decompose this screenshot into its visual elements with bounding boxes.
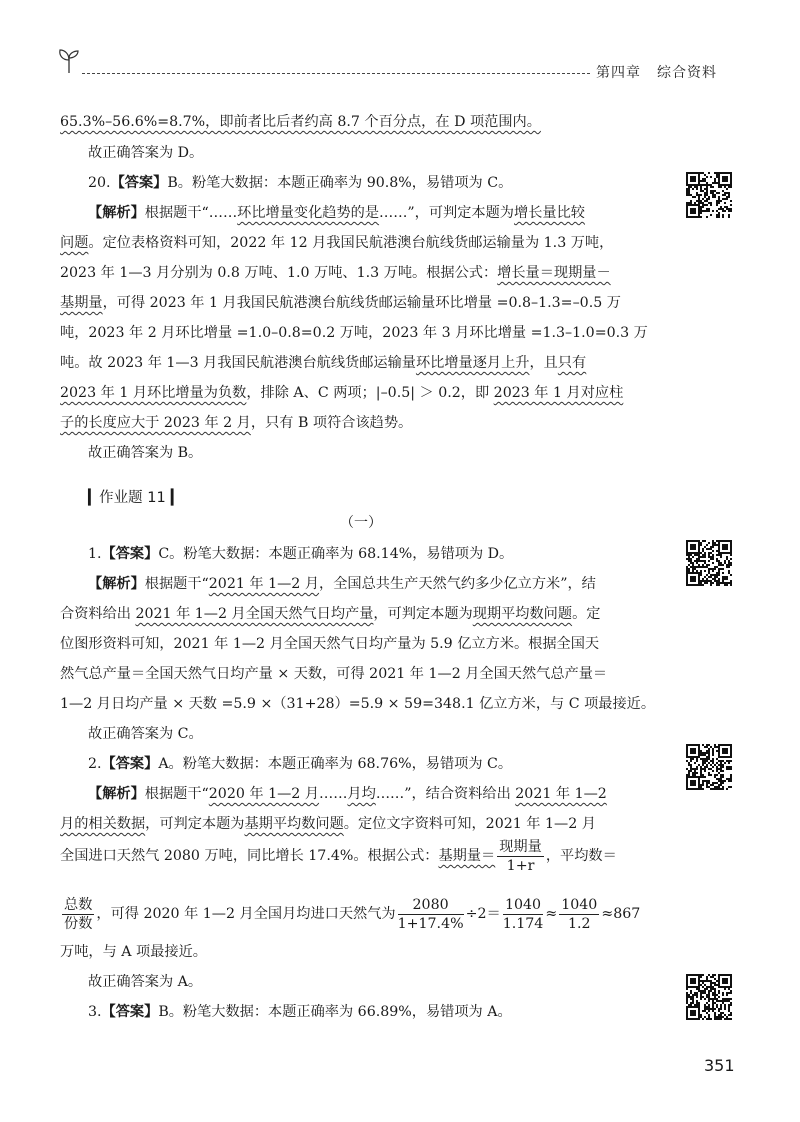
text-line: 故正确答案为 C。 — [88, 726, 203, 742]
text-line: 故正确答案为 A。 — [88, 974, 203, 990]
section-heading: ▎作业题 11 ▎ — [88, 490, 182, 506]
formula-fraction: $\frac{1040}{1.174}$ — [502, 896, 544, 932]
text-line: 问题。定位表格资料可知，2022 年 12 月我国民航港澳台航线货邮运输量为 1.3 万吨， — [60, 235, 614, 251]
text-line: 万吨，与 A 项最接近。 — [60, 944, 207, 960]
subsection-heading: （一） — [340, 515, 382, 531]
formula-fraction: $\frac{2080}{1+17.4\%}$ — [397, 896, 464, 932]
text-line: 然气总产量＝全国天然气日均产量 × 天数，可得 2021 年 1—2 月全国天然气总产量＝ — [60, 666, 608, 682]
text-line: 月的相关数据，可判定本题为基期平均数问题。定位文字资料可知，2021 年 1—2 月 — [60, 816, 596, 832]
page-number: 351 — [704, 1056, 735, 1075]
qr-code-icon[interactable] — [686, 744, 732, 790]
text-line: 基期量，可得 2023 年 1 月我国民航港澳台航线货邮运输量环比增量 =0.8–1.3=–0.5 万 — [60, 295, 621, 311]
question-1-analysis: 【解析】根据题干“2021 年 1—2 月，全国总共生产天然气约多少亿立方米”，结 — [88, 576, 596, 592]
qr-code-icon[interactable] — [686, 974, 732, 1020]
formula-line: $\frac{\text{总数}}{\text{份数}}$ ，可得 2020 年 1—2 月全国月均进口天然气为 $\frac{2080}{1+17.4\%}$ ÷2＝ $\frac{1040}{1.174}$ ≈ $\frac{1040}{1.2}$ ≈867 — [64, 896, 641, 932]
text-line: 合资料给出 2021 年 1—2 月全国天然气日均产量，可判定本题为现期平均数问题。定 — [60, 606, 601, 622]
page-header — [596, 62, 717, 82]
question-20-answer: 20.【答案】B。粉笔大数据：本题正确率为 90.8%，易错项为 C。 — [88, 175, 513, 191]
qr-code-icon[interactable] — [686, 172, 732, 218]
formula-fraction: $\frac{1040}{1.2}$ — [561, 896, 598, 932]
leaf-icon — [58, 48, 80, 74]
text-line: 2023 年 1 月环比增量为负数，排除 A、C 两项；|–0.5| ＞ 0.2，即 2023 年 1 月对应柱 — [60, 385, 624, 401]
text-line: 故正确答案为 D。 — [88, 145, 204, 161]
formula-fraction: $\frac{\text{总数}}{\text{份数}}$ — [64, 896, 93, 932]
question-3-answer: 3.【答案】B。粉笔大数据：本题正确率为 66.89%，易错项为 A。 — [88, 1004, 512, 1020]
question-2-answer: 2.【答案】A。粉笔大数据：本题正确率为 68.76%，易错项为 C。 — [88, 756, 513, 772]
text-line: 65.3%–56.6%=8.7%，即前者比后者约高 8.7 个百分点，在 D 项范围内。 — [60, 114, 541, 130]
question-1-answer: 1.【答案】C。粉笔大数据：本题正确率为 68.14%，易错项为 D。 — [88, 546, 514, 562]
formula-line: 全国进口天然气 2080 万吨，同比增长 17.4%。根据公式：基期量＝ $\frac{\text{现期量}}{1+r}$ ，平均数＝ — [60, 838, 617, 874]
text-line: 故正确答案为 B。 — [88, 445, 203, 461]
formula-fraction: $\frac{\text{现期量}}{1+r}$ — [499, 838, 542, 874]
text-line: 1—2 月日均产量 × 天数 =5.9 ×（31+28）=5.9 × 59=348.1 亿立方米，与 C 项最接近。 — [60, 696, 656, 712]
qr-code-icon[interactable] — [686, 540, 732, 586]
question-2-analysis: 【解析】根据题干“2020 年 1—2 月……月均……”，结合资料给出 2021 年 1—2 — [88, 786, 607, 802]
text-line: 子的长度应大于 2023 年 2 月，只有 B 项符合该趋势。 — [60, 415, 413, 431]
text-line: 吨，2023 年 2 月环比增量 =1.0–0.8=0.2 万吨，2023 年 3 月环比增量 =1.3–1.0=0.3 万 — [60, 325, 648, 341]
question-20-analysis: 【解析】根据题干“……环比增量变化趋势的是……”，可判定本题为增长量比较 — [88, 205, 585, 221]
chapter-title: 综合资料 — [657, 65, 717, 81]
text-line: 位图形资料可知，2021 年 1—2 月全国天然气日均产量为 5.9 亿立方米。根据全国天 — [60, 636, 600, 652]
header-rule — [82, 73, 590, 74]
chapter-label: 第四章 — [596, 65, 641, 81]
text-line: 吨。故 2023 年 1—3 月我国民航港澳台航线货邮运输量环比增量逐月上升，且只有 — [60, 355, 587, 371]
text-line: 2023 年 1—3 月分别为 0.8 万吨、1.0 万吨、1.3 万吨。根据公式：增长量＝现期量－ — [60, 265, 611, 281]
